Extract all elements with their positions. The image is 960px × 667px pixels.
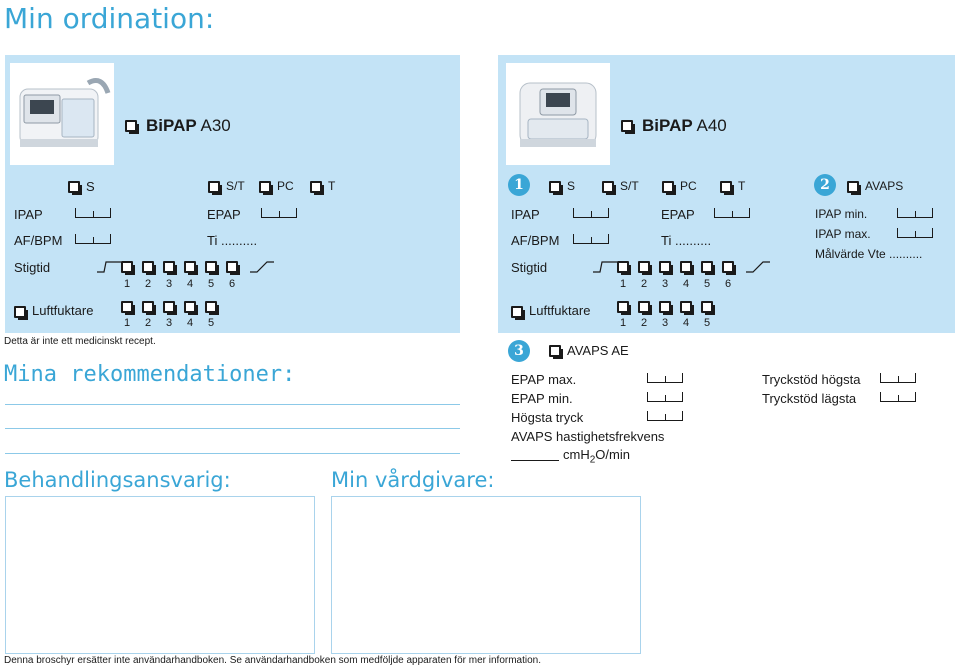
a40-ps-max-field[interactable] bbox=[880, 373, 916, 383]
responsible-title: Behandlingsansvarig: bbox=[4, 468, 231, 492]
a30-hum-1-checkbox[interactable] bbox=[121, 301, 133, 313]
a40-mode-st-checkbox[interactable] bbox=[602, 181, 614, 193]
a30-mode-pc-label: PC bbox=[277, 179, 294, 193]
a40-avaps-label: AVAPS bbox=[865, 179, 904, 193]
a30-hum-num-4: 4 bbox=[187, 317, 194, 329]
recommendation-line-2[interactable] bbox=[5, 428, 460, 429]
a40-epap-max-field[interactable] bbox=[647, 373, 683, 383]
a40-target-vte-label: Målvärde Vte .......... bbox=[815, 247, 923, 261]
a30-rise-num-1: 1 bbox=[124, 278, 131, 290]
a40-stigtid-label: Stigtid bbox=[511, 260, 548, 275]
caregiver-box[interactable] bbox=[331, 496, 641, 654]
a30-hum-5-checkbox[interactable] bbox=[205, 301, 217, 313]
a30-hum-num-3: 3 bbox=[166, 317, 173, 329]
a30-rise-1-checkbox[interactable] bbox=[121, 261, 133, 273]
a30-epap-label: EPAP bbox=[207, 207, 241, 222]
a30-epap-field[interactable] bbox=[261, 208, 297, 218]
a30-hum-2-checkbox[interactable] bbox=[142, 301, 154, 313]
a30-rise-5-checkbox[interactable] bbox=[205, 261, 217, 273]
a30-rise-4-checkbox[interactable] bbox=[184, 261, 196, 273]
a30-hum-num-2: 2 bbox=[145, 317, 152, 329]
a40-mode-s-label: S bbox=[567, 179, 576, 193]
a40-avaps-rate-unit: cmH$_2$O/min bbox=[563, 447, 630, 466]
a30-rise-num-2: 2 bbox=[145, 278, 152, 290]
a40-afbpm-label: AF/BPM bbox=[511, 233, 560, 248]
a30-hum-num-5: 5 bbox=[208, 317, 215, 329]
a30-hum-4-checkbox[interactable] bbox=[184, 301, 196, 313]
a30-ti-label: Ti .......... bbox=[207, 233, 258, 248]
a30-mode-t-checkbox[interactable] bbox=[310, 181, 322, 193]
a40-hum-num-4: 4 bbox=[683, 317, 690, 329]
a30-mode-s-label: S bbox=[86, 179, 95, 194]
a40-rise-num-5: 5 bbox=[704, 278, 711, 290]
a30-rise-num-3: 3 bbox=[166, 278, 173, 290]
a40-avaps-ae-label: AVAPS AE bbox=[567, 343, 629, 358]
a40-ipap-max-label: IPAP max. bbox=[815, 227, 871, 241]
bipap-a40-device-image bbox=[506, 63, 610, 165]
a30-rise-num-4: 4 bbox=[187, 278, 194, 290]
a30-afbpm-field[interactable] bbox=[75, 234, 111, 244]
ramp-fast-icon bbox=[745, 261, 771, 273]
a40-avaps-rate-field[interactable] bbox=[511, 460, 559, 461]
a30-afbpm-label: AF/BPM bbox=[14, 233, 63, 248]
a30-mode-s-checkbox[interactable] bbox=[68, 181, 80, 193]
a40-afbpm-field[interactable] bbox=[573, 234, 609, 244]
a40-hogsta-tryck-field[interactable] bbox=[647, 411, 683, 421]
a40-ps-max-label: Tryckstöd högsta bbox=[762, 372, 861, 387]
a40-rise-num-3: 3 bbox=[662, 278, 669, 290]
a40-hum-5-checkbox[interactable] bbox=[701, 301, 713, 313]
a30-rise-num-5: 5 bbox=[208, 278, 215, 290]
a40-mode-t-checkbox[interactable] bbox=[720, 181, 732, 193]
a40-epap-min-label: EPAP min. bbox=[511, 391, 573, 406]
page-title: Min ordination: bbox=[4, 2, 215, 35]
a30-ipap-label: IPAP bbox=[14, 207, 43, 222]
a40-ps-min-label: Tryckstöd lägsta bbox=[762, 391, 857, 406]
step-1-badge: 1 bbox=[508, 174, 530, 196]
a40-rise-num-4: 4 bbox=[683, 278, 690, 290]
a40-humidifier-label: Luftfuktare bbox=[529, 303, 591, 318]
a30-mode-st-checkbox[interactable] bbox=[208, 181, 220, 193]
a40-avaps-checkbox[interactable] bbox=[847, 181, 859, 193]
a40-rise-num-2: 2 bbox=[641, 278, 648, 290]
a40-ipap-field[interactable] bbox=[573, 208, 609, 218]
a40-rise-6-checkbox[interactable] bbox=[722, 261, 734, 273]
a40-hogsta-tryck-label: Högsta tryck bbox=[511, 410, 584, 425]
bipap-a40-title: BiPAP A40 bbox=[642, 116, 727, 135]
a30-hum-3-checkbox[interactable] bbox=[163, 301, 175, 313]
a40-mode-st-label: S/T bbox=[620, 179, 639, 193]
a40-ipap-max-field[interactable] bbox=[897, 228, 933, 238]
a40-ipap-min-field[interactable] bbox=[897, 208, 933, 218]
ramp-slow-icon bbox=[96, 261, 122, 273]
recommendations-title: Mina rekommendationer: bbox=[4, 362, 296, 387]
a40-rise-2-checkbox[interactable] bbox=[638, 261, 650, 273]
a30-rise-2-checkbox[interactable] bbox=[142, 261, 154, 273]
a40-hum-num-1: 1 bbox=[620, 317, 627, 329]
a40-rise-3-checkbox[interactable] bbox=[659, 261, 671, 273]
bipap-a30-device-image bbox=[10, 63, 114, 165]
a40-epap-min-field[interactable] bbox=[647, 392, 683, 402]
bipap-a40-checkbox[interactable] bbox=[621, 120, 633, 132]
step-2-badge: 2 bbox=[814, 174, 836, 196]
a40-ipap-min-label: IPAP min. bbox=[815, 207, 868, 221]
a40-avaps-ae-checkbox[interactable] bbox=[549, 345, 561, 357]
a40-hum-1-checkbox[interactable] bbox=[617, 301, 629, 313]
a40-hum-3-checkbox[interactable] bbox=[659, 301, 671, 313]
a30-humidifier-label: Luftfuktare bbox=[32, 303, 94, 318]
a40-epap-max-label: EPAP max. bbox=[511, 372, 577, 387]
a30-mode-st-label: S/T bbox=[226, 179, 245, 193]
a30-humidifier-checkbox[interactable] bbox=[14, 306, 26, 318]
recommendation-line-3[interactable] bbox=[5, 453, 460, 454]
a40-hum-2-checkbox[interactable] bbox=[638, 301, 650, 313]
step-3-badge: 3 bbox=[508, 340, 530, 362]
a40-hum-num-5: 5 bbox=[704, 317, 711, 329]
a40-rise-num-6: 6 bbox=[725, 278, 732, 290]
a30-hum-num-1: 1 bbox=[124, 317, 131, 329]
ramp-fast-icon bbox=[249, 261, 275, 273]
a30-rise-num-6: 6 bbox=[229, 278, 236, 290]
bipap-a30-title: BiPAP A30 bbox=[146, 116, 231, 135]
a40-rise-num-1: 1 bbox=[620, 278, 627, 290]
caregiver-title: Min vårdgivare: bbox=[331, 468, 495, 492]
a40-mode-pc-label: PC bbox=[680, 179, 697, 193]
a30-ipap-field[interactable] bbox=[75, 208, 111, 218]
disclaimer-text: Detta är inte ett medicinskt recept. bbox=[4, 336, 156, 347]
a40-hum-num-3: 3 bbox=[662, 317, 669, 329]
footer-text: Denna broschyr ersätter inte användarhandboken. Se användarhandboken som medföljde apparaten för mer information. bbox=[4, 655, 541, 666]
a40-mode-pc-checkbox[interactable] bbox=[662, 181, 674, 193]
a40-ipap-label: IPAP bbox=[511, 207, 540, 222]
a40-avaps-rate-label: AVAPS hastighetsfrekvens bbox=[511, 429, 665, 444]
a30-rise-3-checkbox[interactable] bbox=[163, 261, 175, 273]
a40-mode-t-label: T bbox=[738, 179, 746, 193]
a40-hum-num-2: 2 bbox=[641, 317, 648, 329]
a30-mode-t-label: T bbox=[328, 179, 336, 193]
ramp-slow-icon bbox=[592, 261, 618, 273]
a40-rise-5-checkbox[interactable] bbox=[701, 261, 713, 273]
recommendation-line-1[interactable] bbox=[5, 404, 460, 405]
a40-humidifier-checkbox[interactable] bbox=[511, 306, 523, 318]
a40-ti-label: Ti .......... bbox=[661, 233, 712, 248]
a40-hum-4-checkbox[interactable] bbox=[680, 301, 692, 313]
a40-rise-1-checkbox[interactable] bbox=[617, 261, 629, 273]
responsible-box[interactable] bbox=[5, 496, 315, 654]
a40-epap-label: EPAP bbox=[661, 207, 695, 222]
a40-mode-s-checkbox[interactable] bbox=[549, 181, 561, 193]
bipap-a30-checkbox[interactable] bbox=[125, 120, 137, 132]
a40-epap-field[interactable] bbox=[714, 208, 750, 218]
a40-ps-min-field[interactable] bbox=[880, 392, 916, 402]
a30-rise-6-checkbox[interactable] bbox=[226, 261, 238, 273]
a40-rise-4-checkbox[interactable] bbox=[680, 261, 692, 273]
a30-stigtid-label: Stigtid bbox=[14, 260, 51, 275]
a30-mode-pc-checkbox[interactable] bbox=[259, 181, 271, 193]
